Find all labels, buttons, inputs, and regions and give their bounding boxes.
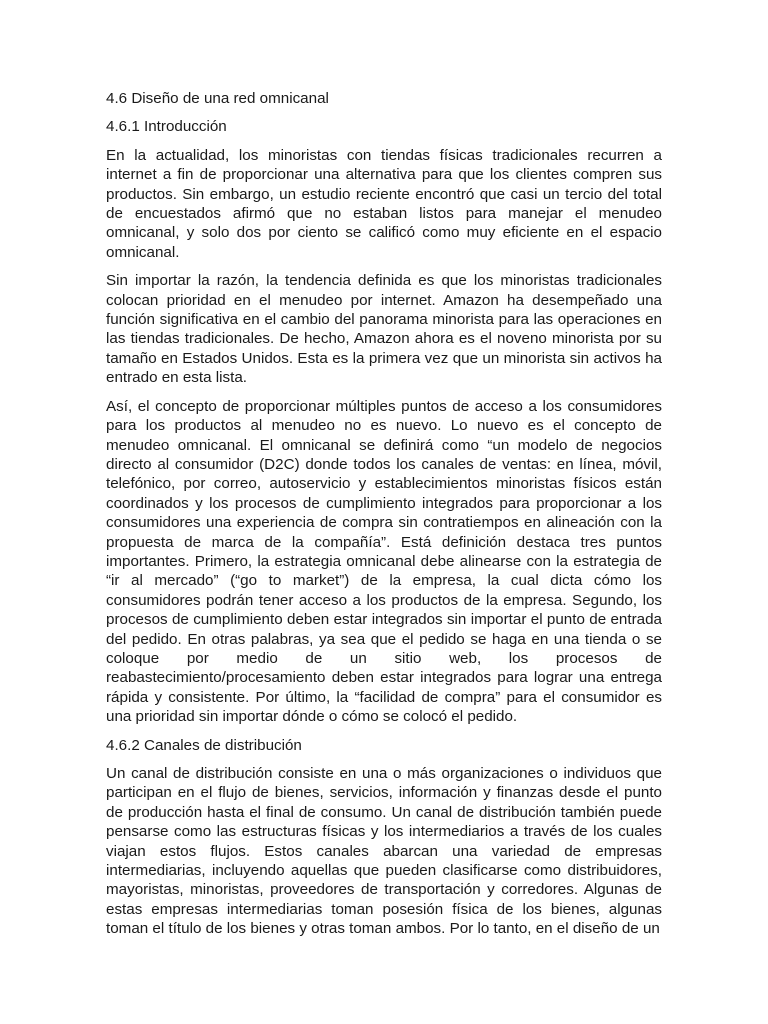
subsection-title-introduccion: 4.6.1 Introducción <box>106 118 227 136</box>
paragraph-intro-1: En la actualidad, los minoristas con tiendas físicas tradicionales recurren a internet a fin de proporcionar una alternativa para que los clientes compren sus productos. Sin embargo, un estudio reciente encontró que casi un tercio del total de encuestados afirmó que no estaban listos para manejar el menudeo omnicanal, y solo dos por ciento se calificó como muy eficiente en el espacio omnicanal. <box>106 146 662 261</box>
paragraph-intro-2: Sin importar la razón, la tendencia definida es que los minoristas tradicionales colocan prioridad en el menudeo por internet. Amazon ha desempeñado una función significativa en el cambio del panorama minorista para las operaciones en las tiendas tradicionales. De hecho, Amazon ahora es el noveno minorista por su tamaño en Estados Unidos. Esta es la primera vez que un minorista sin activos ha entrado en esta lista. <box>106 272 662 387</box>
paragraph-canales: Un canal de distribución consiste en una o más organizaciones o individuos que participan en el flujo de bienes, servicios, información y finanzas desde el punto de producción hasta el final de consumo. Un canal de distribución también puede pensarse como las estructuras físicas y los intermediarios a través de los cuales viajan estos flujos. Estos canales abarcan una variedad de empresas intermediarias, incluyendo aquellas que pueden clasificarse como distribuidores, mayoristas, minoristas, proveedores de transportación y corredores. Algunas de estas empresas intermediarias toman posesión física de los bienes, algunas toman el título de los bienes y otras toman ambos. Por lo tanto, en el diseño de un <box>106 765 662 938</box>
paragraph-intro-3: Así, el concepto de proporcionar múltiples puntos de acceso a los consumidores para los productos al menudeo no es nuevo. Lo nuevo es el concepto de menudeo omnicanal. El omnicanal se definirá como “un modelo de negocios directo al consumidor (D2C) donde todos los canales de ventas: en línea, móvil, telefónico, por correo, autoservicio y establecimientos minoristas físicos están coordinados y los procesos de cumplimiento integrados para proporcionar a los consumidores una experiencia de compra sin contratiempos en alineación con la propuesta de marca de la compañía”. Está definición destaca tres puntos importantes. Primero, la estrategia omnicanal debe alinearse con la estrategia de “ir al mercado” (“go to market”) de la empresa, la cual dicta cómo los consumidores podrán tener acceso a los productos de la empresa. Segundo, los procesos de cumplimiento deben estar integrados sin importar el punto de entrada del pedido. En otras palabras, ya sea que el pedido se haga en una tienda o se coloque por medio de un sitio web, los procesos de reabastecimiento/procesamiento deben estar integrados para lograr una entrega rápida y consistente. Por último, la “facilidad de compra” para el consumidor es una prioridad sin importar dónde o cómo se colocó el pedido. <box>106 397 662 726</box>
subsection-title-canales: 4.6.2 Canales de distribución <box>106 736 302 754</box>
document-body <box>106 89 662 948</box>
section-title: 4.6 Diseño de una red omnicanal <box>106 90 329 107</box>
